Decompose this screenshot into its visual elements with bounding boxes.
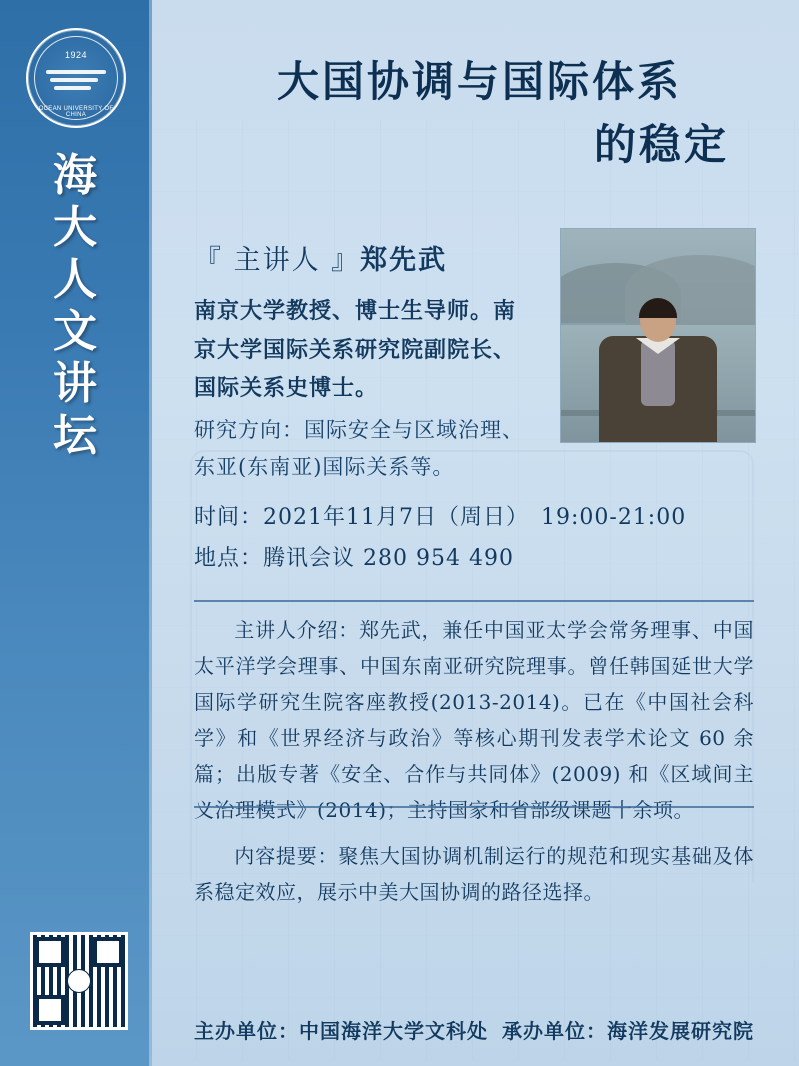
left-band — [0, 0, 152, 1066]
photo-person — [598, 300, 718, 442]
vertical-char: 文 — [53, 305, 99, 357]
university-logo — [26, 28, 126, 128]
qr-code[interactable] — [30, 932, 128, 1030]
vertical-series-title — [0, 150, 152, 461]
event-place: 地点：腾讯会议 280 954 490 — [194, 545, 514, 571]
speaker-photo — [560, 228, 756, 443]
content-summary-paragraph — [194, 838, 754, 910]
page-title — [192, 50, 767, 176]
vertical-char: 坛 — [53, 409, 99, 461]
summary-text: 聚焦大国协调机制运行的规范和现实基础及体系稳定效应，展示中美大国协调的路径选择。 — [194, 844, 755, 904]
photo-person-hair — [639, 298, 677, 318]
speaker-intro-text: 郑先武，兼任中国亚太学会常务理事、中国太平洋学会理事、中国东南亚研究院理事。曾任韩国延世大学国际学研究生院客座教授(2013-2014)。已在《中国社会科学》和《世界经济与政治》等核心期刊发表学术论文 60 余篇；出版专著《安全、合作与共同体》(2009) 和《区域间主义治理模式》(2014)；主持国家和省部级课题十余项。 — [194, 618, 755, 822]
footer-organizer: 主办单位：中国海洋大学文科处 — [194, 1019, 488, 1043]
poster-content — [152, 0, 799, 1066]
speaker-research: 研究方向：国际安全与区域治理、东亚(东南亚)国际关系等。 — [194, 418, 524, 479]
wave-icon — [46, 70, 106, 96]
divider-middle — [194, 806, 754, 808]
qr-code-pattern — [33, 935, 125, 1027]
vertical-char: 人 — [53, 253, 99, 305]
summary-label: 内容提要： — [234, 844, 339, 868]
qr-finder-bottom-left — [35, 995, 65, 1025]
title-line-1: 大国协调与国际体系 — [276, 57, 682, 106]
logo-year: 1924 — [64, 50, 88, 60]
vertical-char: 海 — [53, 150, 99, 201]
vertical-char: 大 — [53, 201, 99, 253]
speaker-tag: 『 主讲人 』 — [194, 245, 361, 276]
event-time: 时间：2021年11月7日（周日） 19:00-21:00 — [194, 505, 687, 530]
speaker-intro-paragraph — [194, 612, 754, 828]
speaker-heading — [194, 238, 447, 277]
event-meta — [194, 498, 754, 579]
title-line-2: 的稳定 — [593, 120, 729, 169]
speaker-name: 郑先武 — [360, 245, 448, 276]
vertical-char: 讲 — [53, 357, 99, 409]
divider-top — [194, 600, 754, 602]
speaker-bio: 南京大学教授、博士生导师。南京大学国际关系研究院副院长、国际关系史博士。 — [194, 298, 517, 401]
footer — [194, 1015, 754, 1044]
logo-english-name: OCEAN UNIVERSITY OF CHINA — [38, 106, 114, 118]
qr-center-logo — [67, 969, 91, 993]
speaker-intro-label: 主讲人介绍： — [234, 618, 360, 642]
footer-co-organizer: 承办单位：海洋发展研究院 — [502, 1019, 754, 1043]
